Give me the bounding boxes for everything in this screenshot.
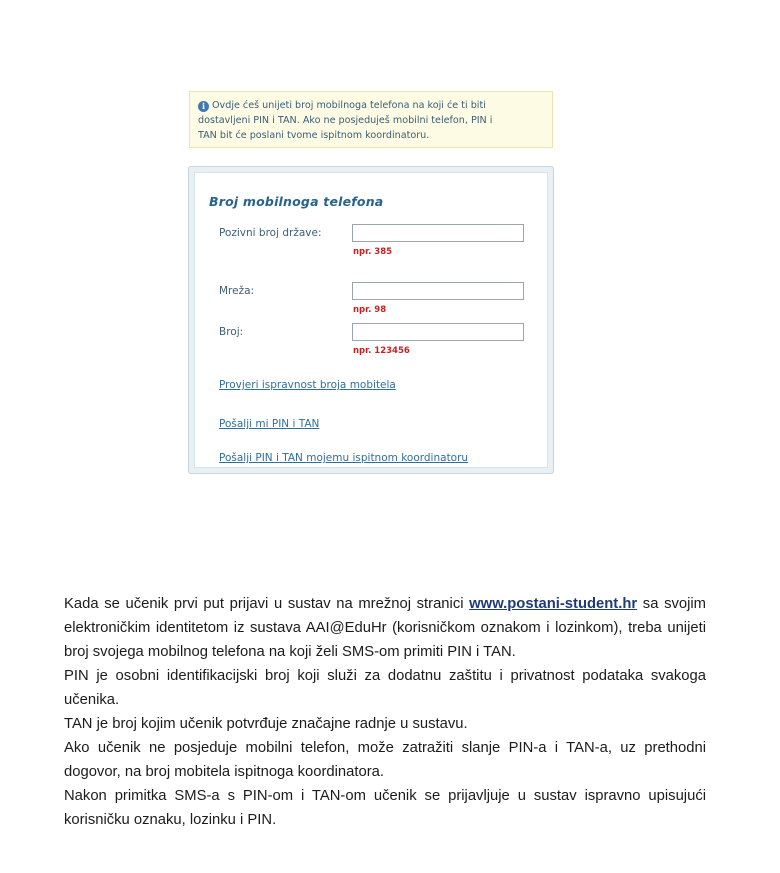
paragraph: Ako učenik ne posjeduje mobilni telefon, može zatražiti slanje PIN-a i TAN-a, uz prethodni dogovor, na broj mobitela ispitnoga koordinatora.: [64, 740, 706, 780]
number-input[interactable]: [352, 323, 524, 341]
notice-line: i Ovdje ćeš unijeti broj mobilnoga telefona na koji će ti biti: [198, 98, 544, 113]
network-input[interactable]: [352, 282, 524, 300]
network-hint: npr. 98: [353, 305, 387, 315]
paragraph: PIN je osobni identifikacijski broj koji služi za dodatnu zaštitu i privatnost podataka svakoga učenika.: [64, 668, 706, 708]
paragraph: Nakon primitka SMS-a s PIN-om i TAN-om učenik se prijavljuje u sustav ispravno upisujući korisničku oznaku, lozinku i PIN.: [64, 788, 706, 828]
country-code-label: Pozivni broj države:: [219, 227, 322, 239]
info-notice: [189, 91, 553, 148]
panel-title: Broj mobilnoga telefona: [209, 194, 384, 209]
notice-line: dostavljeni PIN i TAN. Ako ne posjeduješ mobilni telefon, PIN i: [198, 115, 493, 126]
country-code-hint: npr. 385: [353, 247, 393, 257]
notice-line: TAN bit će poslani tvome ispitnom koordinatoru.: [198, 130, 430, 141]
number-label: Broj:: [219, 326, 244, 338]
explanation-text: [64, 592, 706, 832]
mobile-number-panel: [188, 166, 554, 474]
send-pin-tan-link[interactable]: Pošalji mi PIN i TAN: [219, 418, 320, 430]
paragraph: Kada se učenik prvi put prijavi u sustav na mrežnoj stranici www.postani-student.hr sa svojim elektroničkim identitetom iz sustava AAI@EduHr (korisničkom oznakom i lozinkom), treba unijeti broj svojega mobilnog telefona na koji želi SMS-om primiti PIN i TAN.: [64, 596, 707, 660]
country-code-input[interactable]: [352, 224, 524, 242]
number-hint: npr. 123456: [353, 346, 410, 356]
panel-body: [194, 172, 548, 468]
network-label: Mreža:: [219, 285, 255, 297]
send-pin-tan-coordinator-link[interactable]: Pošalji PIN i TAN mojemu ispitnom koordinatoru: [219, 452, 469, 464]
info-icon: i: [198, 101, 209, 112]
verify-number-link[interactable]: Provjeri ispravnost broja mobitela: [219, 379, 396, 391]
site-link[interactable]: www.postani-student.hr: [469, 596, 638, 612]
paragraph: TAN je broj kojim učenik potvrđuje značajne radnje u sustavu.: [64, 716, 468, 732]
